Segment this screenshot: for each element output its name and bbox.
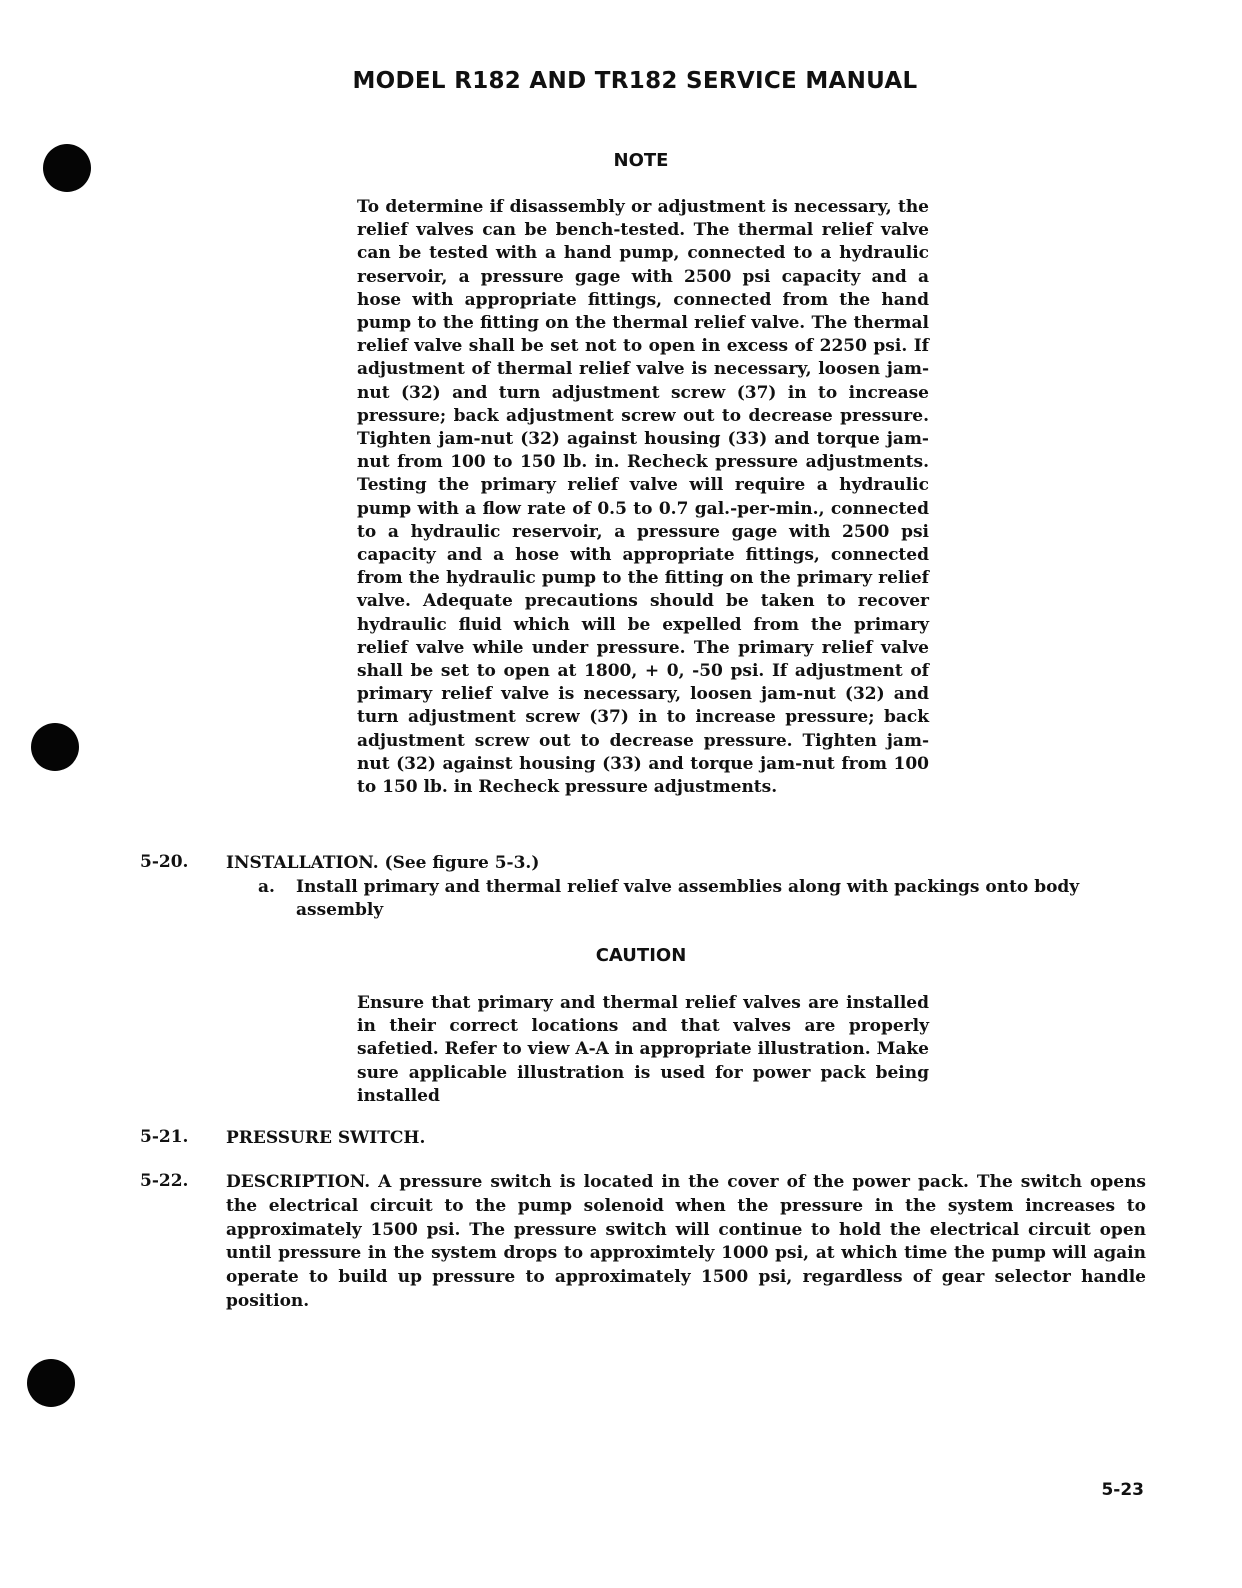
section-5-20-title: INSTALLATION. (See figure 5-3.): [226, 853, 540, 873]
step-a-text: Install primary and thermal relief valve assemblies along with packings onto body assembly: [296, 877, 1080, 921]
binder-hole-middle: [31, 723, 79, 771]
installation-step-a: [258, 876, 1148, 921]
page-number: 5-23: [1101, 1480, 1144, 1500]
caution-heading: CAUTION: [595, 945, 687, 966]
note-body: To determine if disassembly or adjustment is necessary, the relief valves can be bench-tested. The thermal relief valve can be tested with a hand pump, connected to a hydraulic reservoir, a pressure gage with 2500 psi capacity and a hose with appropriate fittings, connected from the hand pump to the fitting on the thermal relief valve. The thermal relief valve shall be set not to open in excess of 2250 psi. If adjustment of thermal relief valve is necessary, loosen jam-nut (32) and turn adjustment screw (37) in to increase pressure; back adjustment screw out to decrease pressure. Tighten jam-nut (32) against housing (33) and torque jam-nut from 100 to 150 lb. in. Recheck pressure adjustments. Testing the primary relief valve will require a hydraulic pump with a flow rate of 0.5 to 0.7 gal.-per-min., connected to a hydraulic reservoir, a pressure gage with 2500 psi capacity and a hose with appropriate fittings, connected from the hydraulic pump to the fitting on the primary relief valve. Adequate precautions should be taken to recover hydraulic fluid which will be expelled from the primary relief valve while under pressure. The primary relief valve shall be set to open at 1800, + 0, -50 psi. If adjustment of primary relief valve is necessary, loosen jam-nut (32) and turn adjustment screw (37) in to increase pressure; back adjustment screw out to decrease pressure. Tighten jam-nut (32) against housing (33) and torque jam-nut from 100 to 150 lb. in Recheck pressure adjustments.: [357, 197, 929, 798]
section-5-22-body: DESCRIPTION. A pressure switch is located in the cover of the power pack. The switch opens the electrical circuit to the pump solenoid when the pressure in the system increases to approximately 1500 psi. The pressure switch will continue to hold the electrical circuit open until pressure in the system drops to approximtely 1000 psi, at which time the pump will again operate to build up pressure to approximately 1500 psi, regardless of gear selector handle position.: [226, 1172, 1146, 1311]
step-a-letter: a.: [258, 877, 275, 897]
section-5-21-number: 5-21.: [140, 1127, 189, 1147]
section-5-20-number: 5-20.: [140, 852, 189, 872]
section-5-22-number: 5-22.: [140, 1171, 189, 1191]
section-5-21-title: PRESSURE SWITCH.: [226, 1128, 426, 1148]
caution-body: Ensure that primary and thermal relief valves are installed in their correct locations and that valves are properly safetied. Refer to view A-A in appropriate illustration. Make sure applicable illustration is used for power pack being installed: [357, 993, 929, 1106]
note-heading: NOTE: [613, 150, 669, 171]
page-title: MODEL R182 AND TR182 SERVICE MANUAL: [352, 68, 918, 94]
binder-hole-bottom: [27, 1359, 75, 1407]
